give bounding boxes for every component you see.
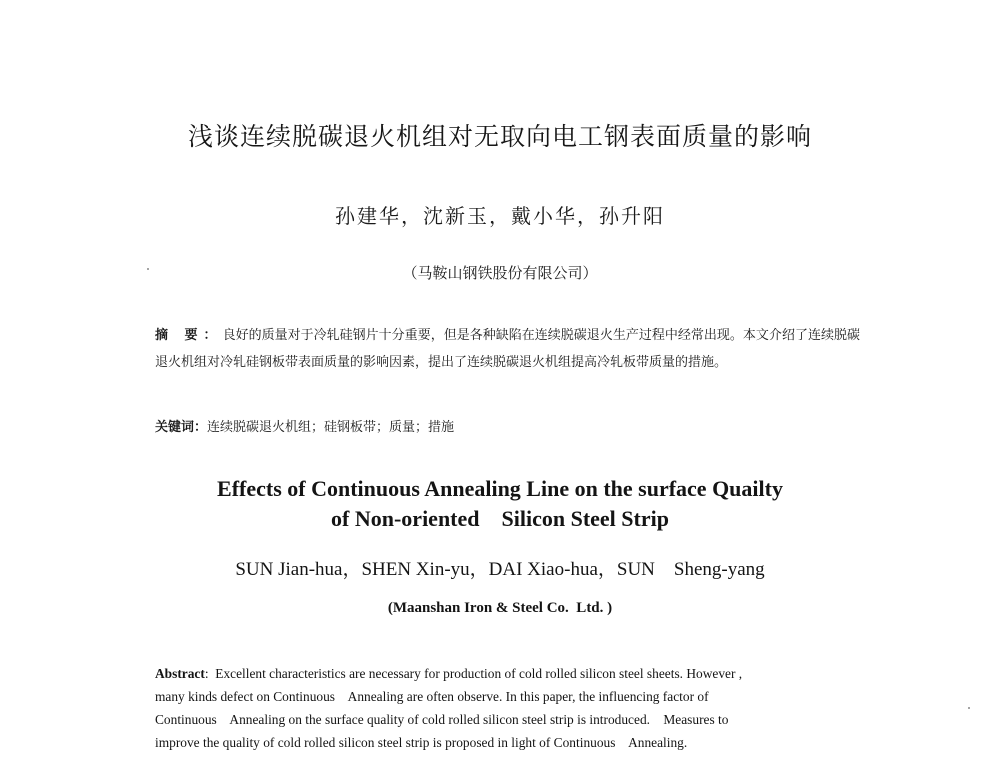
english-abstract — [155, 662, 875, 754]
english-authors: SUN Jian-hua，SHEN Xin-yu，DAI Xiao-hua，SUN Sheng-yang — [235, 559, 765, 580]
chinese-abstract-text: 良好的质量对于冷轧硅钢片十分重要，但是各种缺陷在连续脱碳退火生产过程中经常出现。本文介绍了连续脱碳退火机组对冷轧硅钢板带表面质量的影响因素，提出了连续脱碳退火机组提高冷轧板带质量的措施。 — [155, 328, 860, 370]
chinese-authors: 孙建华，沈新玉，戴小华，孙升阳 — [335, 204, 665, 228]
english-title-line-1: Effects of Continuous Annealing Line on the surface Quailty — [217, 476, 783, 501]
scan-speck — [968, 707, 970, 709]
chinese-keywords-label: 关键词： — [155, 420, 208, 435]
chinese-keywords — [155, 414, 860, 441]
english-affiliation: (Maanshan Iron & Steel Co. Ltd. ) — [387, 600, 613, 616]
english-abstract-line-3: Continuous Annealing on the surface quality of cold rolled silicon steel strip is introduced. Measures to — [155, 712, 729, 727]
chinese-abstract — [155, 322, 860, 376]
english-title-line-2: of Non-oriented Silicon Steel Strip — [331, 506, 669, 531]
chinese-abstract-label: 摘 要： — [155, 328, 223, 343]
english-abstract-line-4: improve the quality of cold rolled silicon steel strip is proposed in light of Continuous Annealing. — [155, 735, 688, 750]
chinese-title: 浅谈连续脱碳退火机组对无取向电工钢表面质量的影响 — [187, 122, 812, 151]
english-abstract-line-1: Abstract: Excellent characteristics are necessary for production of cold rolled silicon steel sheets. However , — [155, 666, 743, 681]
english-abstract-line-2: many kinds defect on Continuous Annealing are often observe. In this paper, the influencing factor of — [155, 689, 709, 704]
english-title — [0, 474, 1000, 534]
chinese-affiliation: （马鞍山钢铁股份有限公司） — [402, 264, 598, 282]
english-abstract-label: Abstract — [155, 666, 205, 681]
chinese-keywords-text: 连续脱碳退火机组；硅钢板带；质量；措施 — [207, 420, 455, 435]
scan-speck — [147, 268, 149, 270]
